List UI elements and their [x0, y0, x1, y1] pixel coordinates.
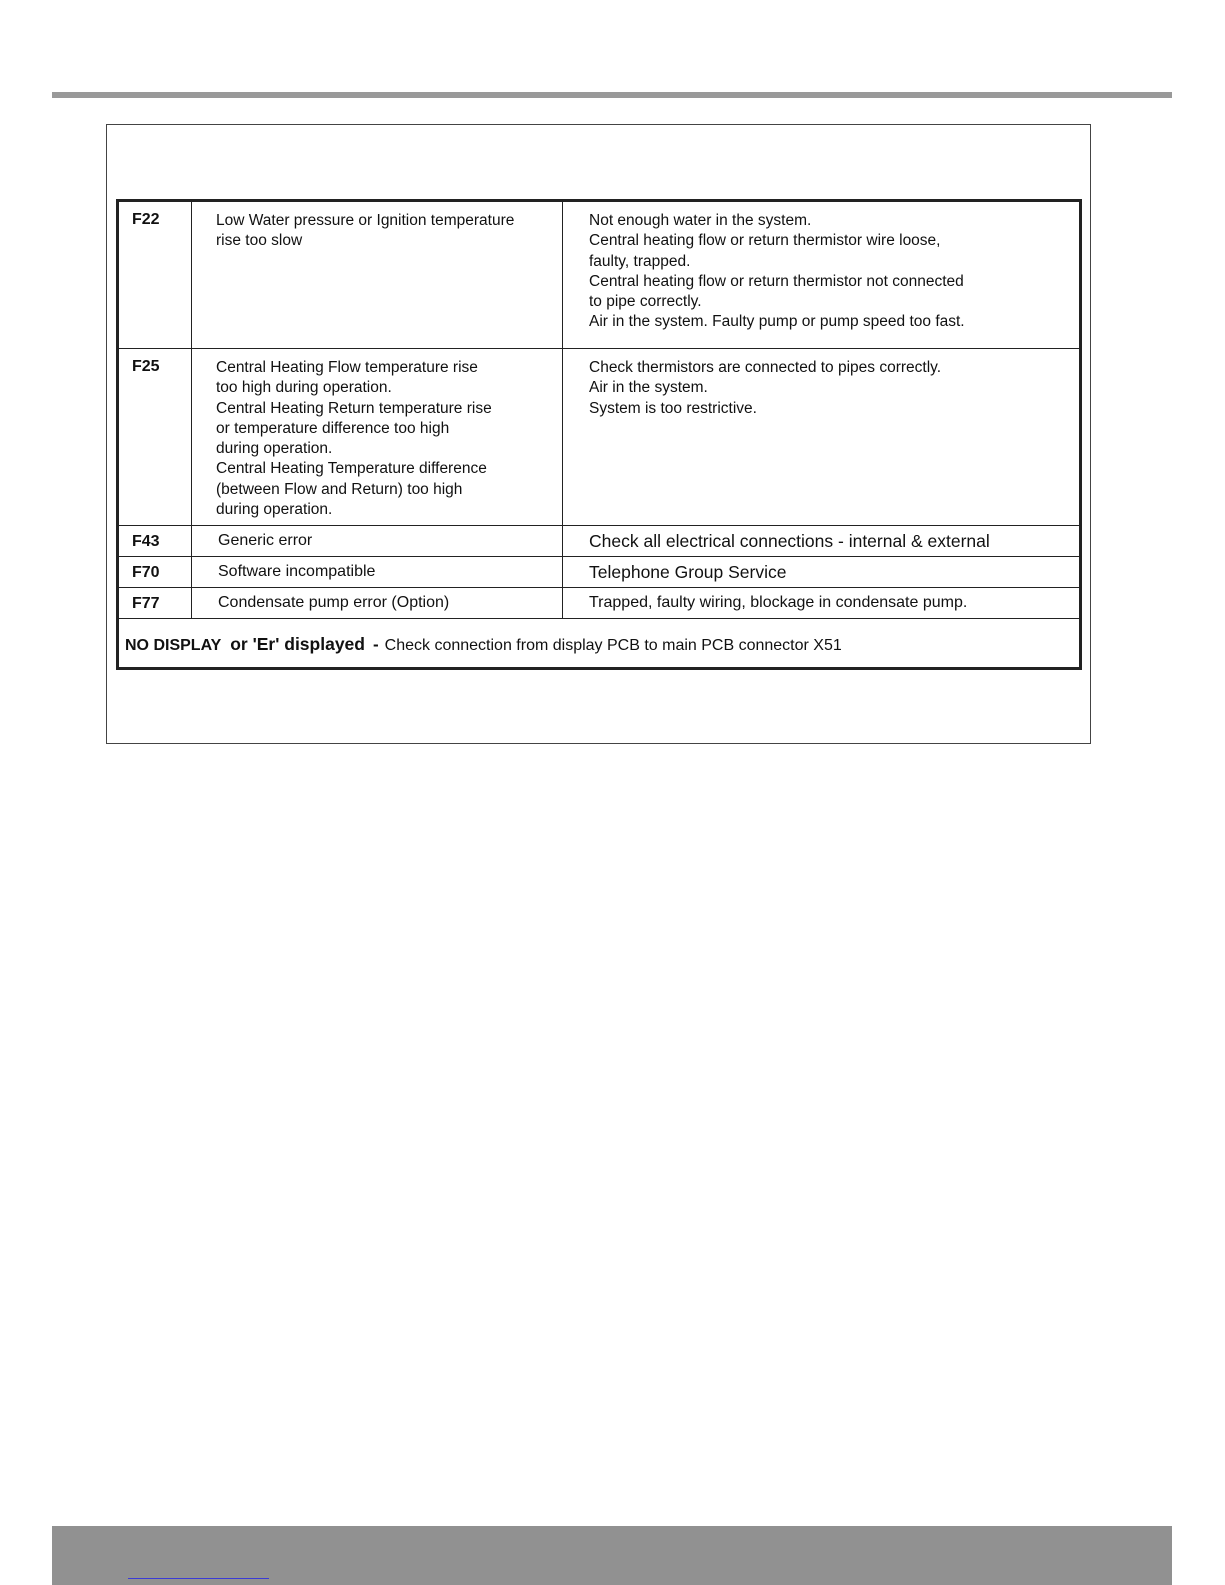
fault-action: Trapped, faulty wiring, blockage in condensate pump.	[563, 588, 1081, 619]
table-row	[118, 588, 1081, 619]
table-row	[118, 201, 1081, 349]
fault-code: F77	[118, 588, 192, 619]
no-display-action: Check connection from display PCB to main PCB connector X51	[384, 637, 842, 654]
no-display-cell	[118, 619, 1081, 669]
fault-description: Software incompatible	[192, 557, 563, 588]
table-row	[118, 349, 1081, 526]
fault-description: Central Heating Flow temperature rise too high during operation. Central Heating Return temperature rise or temperature difference too high during operation. Central Heating Temperature difference (between Flow and Return) too high during operation.	[192, 349, 563, 526]
fault-action: Telephone Group Service	[563, 557, 1081, 588]
fault-description: Generic error	[192, 526, 563, 557]
footer-bar	[52, 1526, 1172, 1585]
no-display-separator: -	[372, 635, 379, 654]
no-display-row	[118, 619, 1081, 669]
no-display-label-suffix: or 'Er' displayed	[230, 634, 365, 654]
fault-action: Not enough water in the system. Central heating flow or return thermistor wire loose, faulty, trapped. Central heating flow or return thermistor not connected to pipe correctly. Air in the system. Faulty pump or pump speed too fast.	[563, 201, 1081, 349]
footer-link-underline[interactable]	[128, 1578, 269, 1579]
fault-action: Check thermistors are connected to pipes correctly. Air in the system. System is too restrictive.	[563, 349, 1081, 526]
fault-action: Check all electrical connections - internal & external	[563, 526, 1081, 557]
fault-description: Low Water pressure or Ignition temperature rise too slow	[192, 201, 563, 349]
fault-code: F70	[118, 557, 192, 588]
table-row	[118, 526, 1081, 557]
fault-description: Condensate pump error (Option)	[192, 588, 563, 619]
fault-code: F25	[118, 349, 192, 526]
header-rule	[52, 92, 1172, 98]
fault-code: F43	[118, 526, 192, 557]
no-display-label: NO DISPLAY	[125, 637, 222, 654]
table-row	[118, 557, 1081, 588]
fault-codes-table	[116, 199, 1082, 670]
fault-code: F22	[118, 201, 192, 349]
